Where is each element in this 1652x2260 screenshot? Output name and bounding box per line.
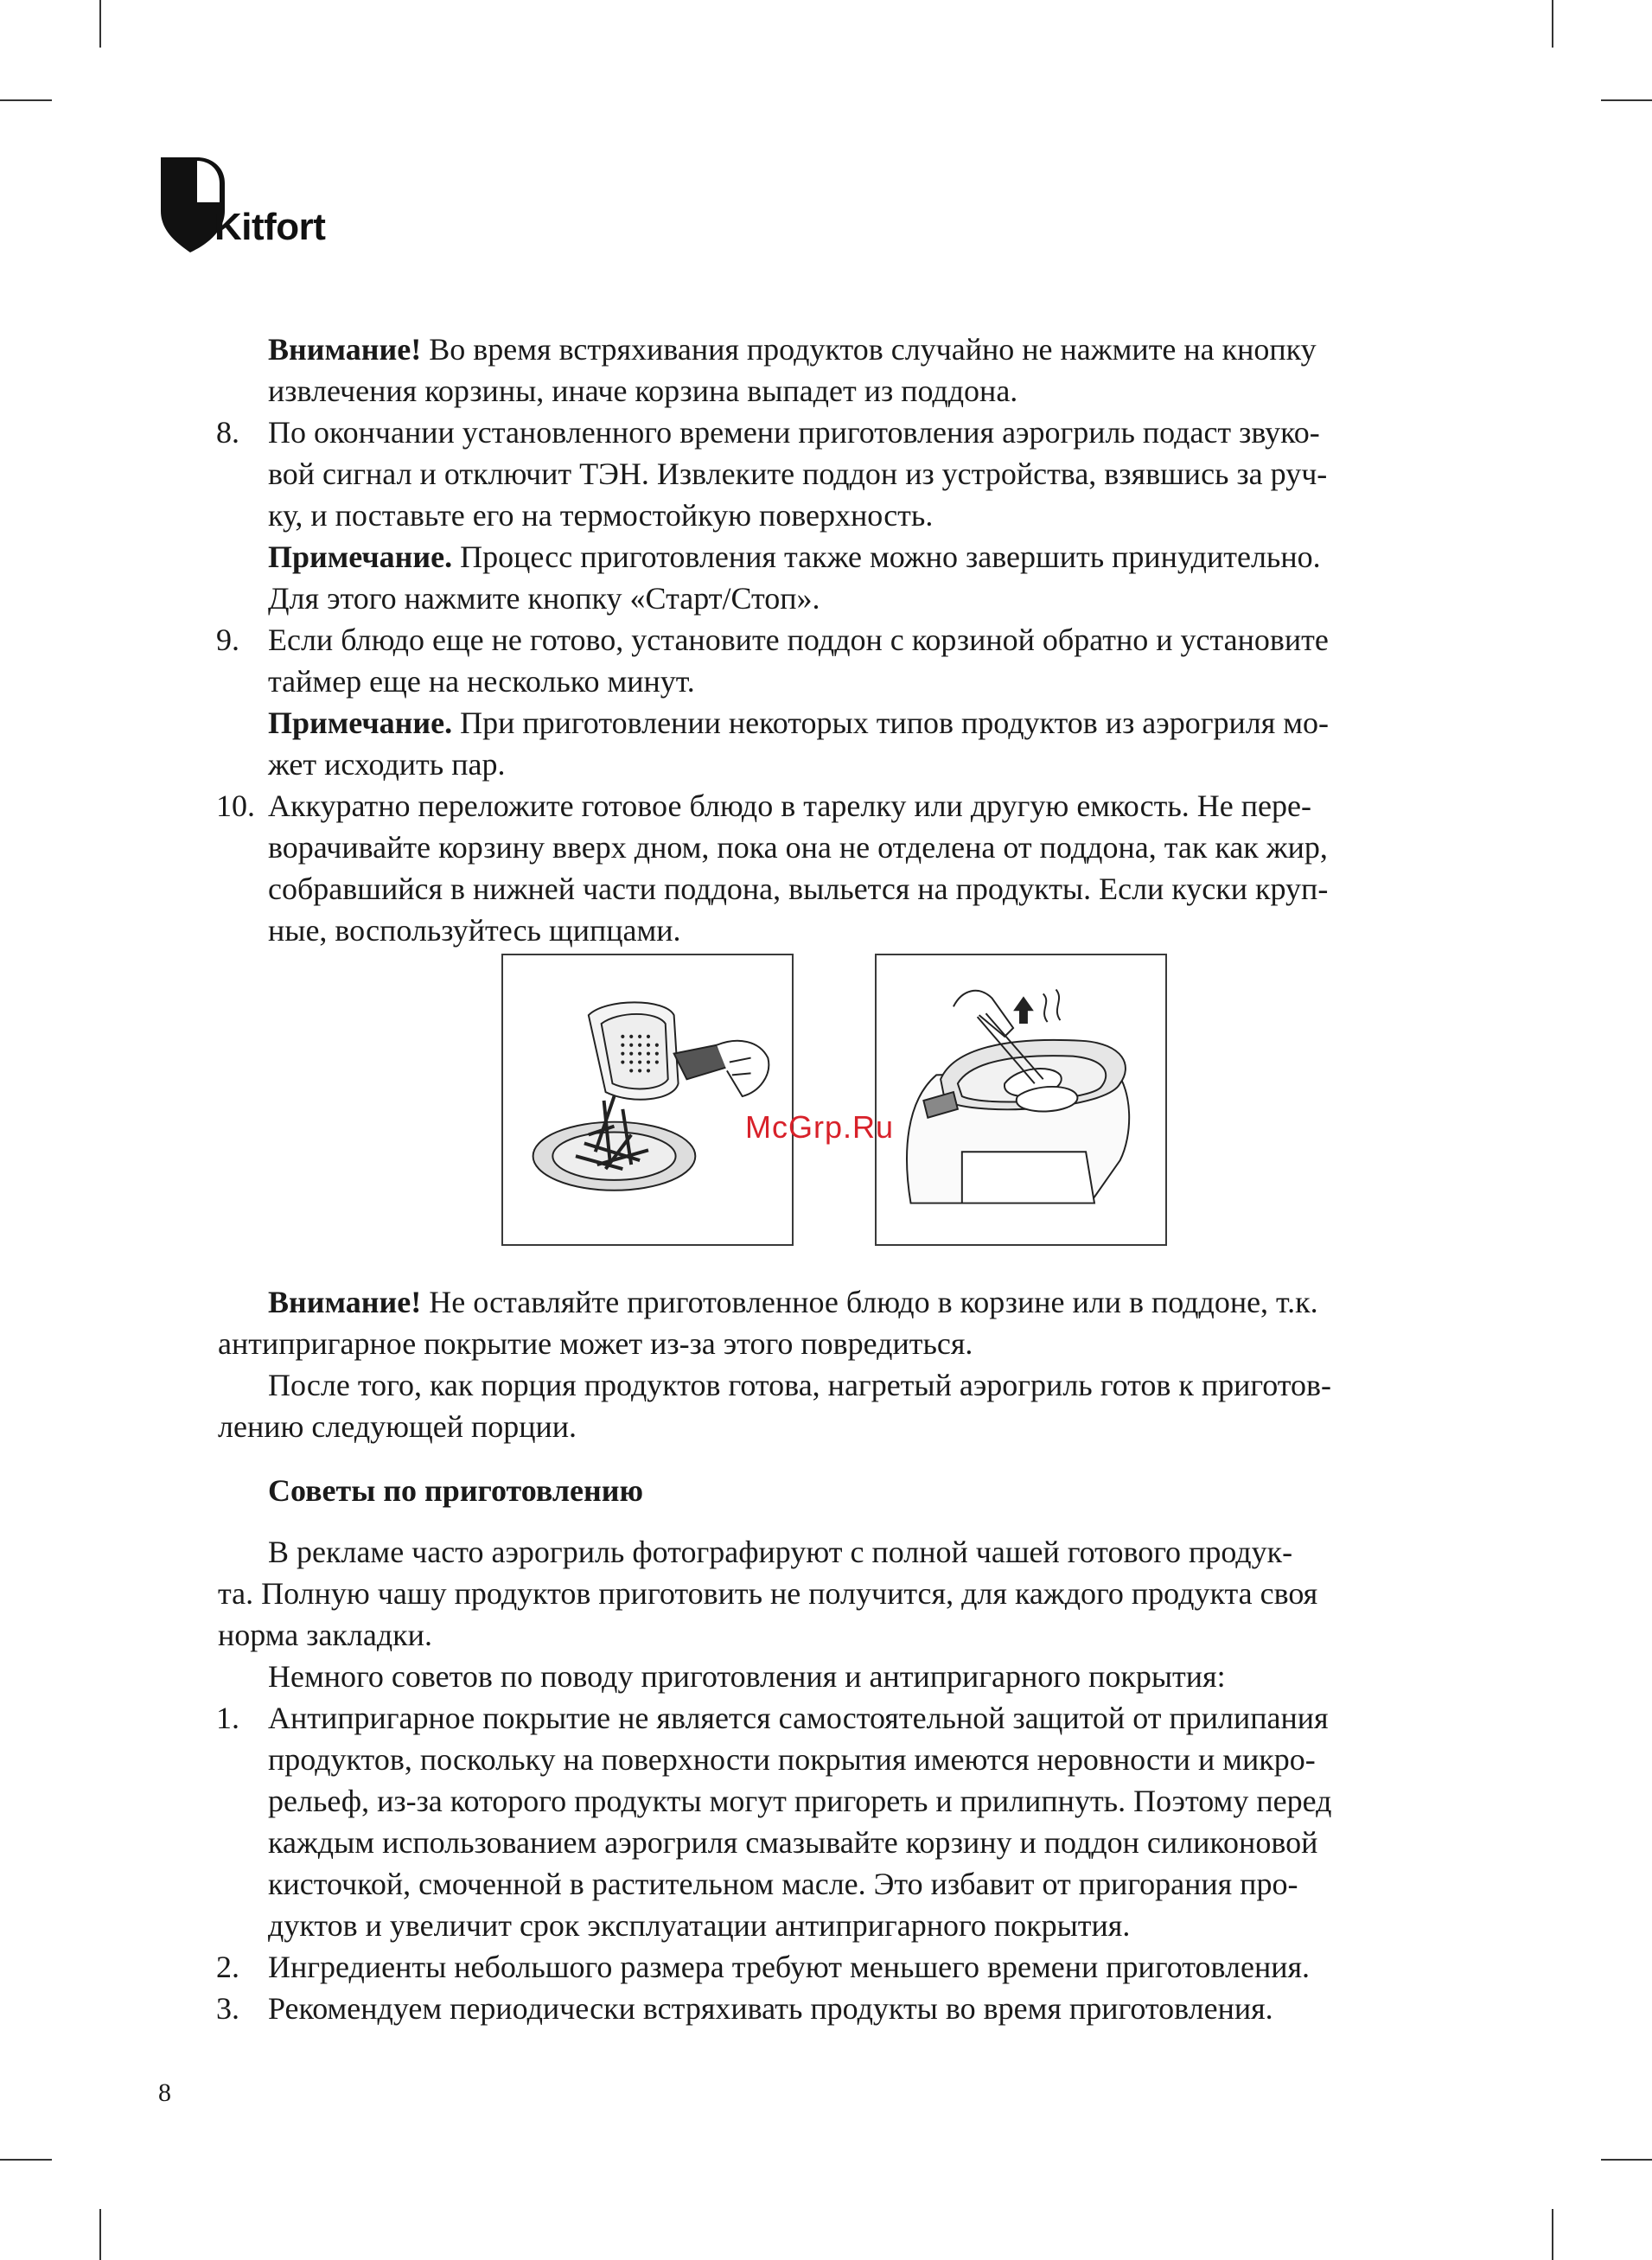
text-line: Антипригарное покрытие не является самостоятельной защитой от прилипания [268,1701,1329,1735]
text-line: Если блюдо еще не готово, установите поддон с корзиной обратно и установите [268,622,1329,657]
text-line: собравшийся в нижней части поддона, выльется на продукты. Если куски круп- [268,871,1329,906]
tongs-pan-illustration [877,955,1165,1244]
text-line: антипригарное покрытие может из-за этого повредиться. [218,1326,973,1361]
list-number: 3. [216,1991,239,2026]
crop-mark [99,0,101,48]
watermark: McGrp.Ru [745,1109,895,1145]
warning-paragraph: Внимание! Во время встряхивания продуктов случайно не нажмите на кнопку [268,332,1317,367]
text-line: ворачивайте корзину вверх дном, пока она не отделена от поддона, так как жир, [268,830,1328,865]
crop-mark [1552,2209,1553,2260]
text-line: норма закладки. [218,1618,432,1652]
text-line: дуктов и увеличит срок эксплуатации антипригарного покрытия. [268,1908,1131,1943]
text-line: Ингредиенты небольшого размера требуют меньшего времени приготовления. [268,1950,1311,1984]
brand-name: Kitfort [214,206,326,248]
text-line: продуктов, поскольку на поверхности покрытия имеются неровности и микро- [268,1742,1316,1777]
text-line: извлечения корзины, иначе корзина выпадет из поддона. [268,373,1018,408]
text-line: После того, как порция продуктов готова, нагретый аэрогриль готов к приготов- [268,1368,1332,1402]
step-number: 10. [216,788,255,823]
crop-mark [1601,2159,1652,2161]
note-paragraph: Примечание. При приготовлении некоторых типов продуктов из аэрогриля мо- [268,705,1330,740]
list-number: 2. [216,1950,239,1984]
text-line: рельеф, из-за которого продукты могут пригореть и прилипнуть. Поэтому перед [268,1784,1332,1818]
text-line: таймер еще на несколько минут. [268,664,695,699]
crop-mark [1552,0,1553,48]
text-line: Рекомендуем периодически встряхивать продукты во время приготовления. [268,1991,1273,2026]
warning-label: Внимание! [268,1285,422,1319]
text-line: В рекламе часто аэрогриль фотографируют с полной чашей готового продук- [268,1535,1293,1569]
text-line: Немного советов по поводу приготовления и антипригарного покрытия: [268,1659,1226,1694]
step-number: 9. [216,622,239,657]
figure-basket-onto-plate [501,954,794,1246]
crop-mark [99,2209,101,2260]
crop-mark [0,2159,52,2161]
text-line: По окончании установленного времени приготовления аэрогриль подаст звуко- [268,415,1320,450]
text-line: вой сигнал и отключит ТЭН. Извлеките поддон из устройства, взявшись за руч- [268,456,1328,491]
step-number: 8. [216,415,239,450]
figure-tongs-from-pan [875,954,1167,1246]
text-line: ку, и поставьте его на термостойкую поверхность. [268,498,934,533]
text-line: та. Полную чашу продуктов приготовить не получится, для каждого продукта своя [218,1576,1318,1611]
text-line: Аккуратно переложите готовое блюдо в тарелку или другую емкость. Не пере- [268,788,1311,823]
text-line: ные, воспользуйтесь щипцами. [268,913,681,948]
note-label: Примечание. [268,705,453,740]
note-label: Примечание. [268,539,453,574]
text-line: кисточкой, смоченной в растительном масле. Это избавит от пригорания про- [268,1867,1298,1901]
warning-label: Внимание! [268,332,422,367]
crop-mark [1601,99,1652,101]
text-line: Для этого нажмите кнопку «Старт/Стоп». [268,581,820,616]
basket-plate-illustration [503,955,792,1244]
crop-mark [0,99,52,101]
warning-paragraph: Внимание! Не оставляйте приготовленное блюдо в корзине или в поддоне, т.к. [268,1285,1318,1319]
text-line: жет исходить пар. [268,747,506,782]
list-number: 1. [216,1701,239,1735]
note-paragraph: Примечание. Процесс приготовления также можно завершить принудительно. [268,539,1321,574]
text-line: каждым использованием аэрогриля смазывайте корзину и поддон силиконовой [268,1825,1318,1860]
page-number: 8 [158,2078,171,2107]
text-line: лению следующей порции. [218,1409,577,1444]
section-heading: Советы по приготовлению [268,1473,643,1508]
